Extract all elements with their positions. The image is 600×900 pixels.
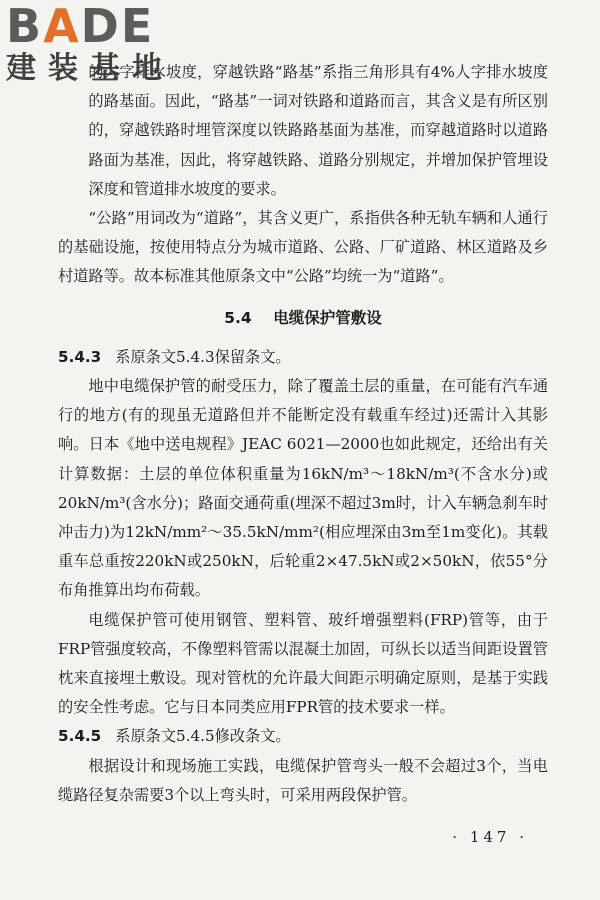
clause-text: 系原条文5.4.5修改条文。 (115, 727, 291, 746)
watermark-accent-letter: A (43, 0, 81, 53)
paragraph-road-term: “公路”用词改为“道路”，其含义更广，系指供各种无轨车辆和人通行的基础设施，按使用特点分为城市道路、公路、厂矿道路、林区道路及乡村道路等。故本标准其他原条文中“公路”均统一为“道路”。 (58, 209, 548, 286)
section-heading (58, 304, 548, 333)
clause-text: 系原条文5.4.3保留条文。 (115, 347, 291, 366)
clause-5-4-5 (58, 722, 548, 751)
section-title: 电缆保护管敷设 (273, 308, 382, 327)
watermark-subtitle: 建装基地 (6, 51, 174, 86)
document-body (58, 58, 548, 810)
paragraph-continued: 的人字排水坡度，穿越铁路“路基”系指三角形具有4%人字排水坡度的路基面。因此，“路基”一词对铁路和道路而言，其含义是有所区别的，穿越铁路时埋管深度以铁路路基面为基准，而穿越道路时以道路路面为基准，因此，将穿越铁路、道路分别规定，并增加保护管埋设深度和管道排水坡度的要求。 (88, 63, 548, 198)
section-number: 5.4 (224, 308, 252, 327)
clause-number: 5.4.5 (58, 727, 102, 746)
bade-watermark-logo (6, 2, 176, 86)
page-number: · 147 · (452, 828, 528, 846)
watermark-brand-text: BADE (6, 0, 155, 53)
clause-5-4-5-paragraph-1: 根据设计和现场施工实践，电缆保护管弯头一般不会超过3个，当电缆路径复杂需要3个以上弯头时，可采用两段保护管。 (58, 756, 548, 804)
clause-5-4-3 (58, 343, 548, 372)
clause-5-4-3-paragraph-1: 地中电缆保护管的耐受压力，除了覆盖土层的重量，在可能有汽车通行的地方(有的现虽无道路但并不能断定没有载重车经过)还需计入其影响。日本《地中送电规程》JEAC 6021—2000也如此规定，还给出有关计算数据：土层的单位体积重量为16kN/m³～18kN/m³(不含水分)或20kN/m³(含水分)；路面交通荷重(埋深不超过3m时，计入车辆急刹车时冲击力)为12kN/mm²～35.5kN/mm²(相应埋深由3m至1m变化)。其载重车总重按220kN或250kN，后轮重2×47.5kN或2×50kN，依55°分布角推算出均布荷载。 (58, 377, 548, 600)
clause-number: 5.4.3 (58, 347, 102, 366)
clause-5-4-3-paragraph-2: 电缆保护管可使用钢管、塑料管、玻纤增强塑料(FRP)管等，由于FRP管强度较高，不像塑料管需以混凝土加固，可纵长以适当间距设置管枕来直接埋土敷设。现对管枕的允许最大间距示明确定原则，是基于实践的安全性考虑。它与日本同类应用FPR管的技术要求一样。 (58, 610, 548, 717)
